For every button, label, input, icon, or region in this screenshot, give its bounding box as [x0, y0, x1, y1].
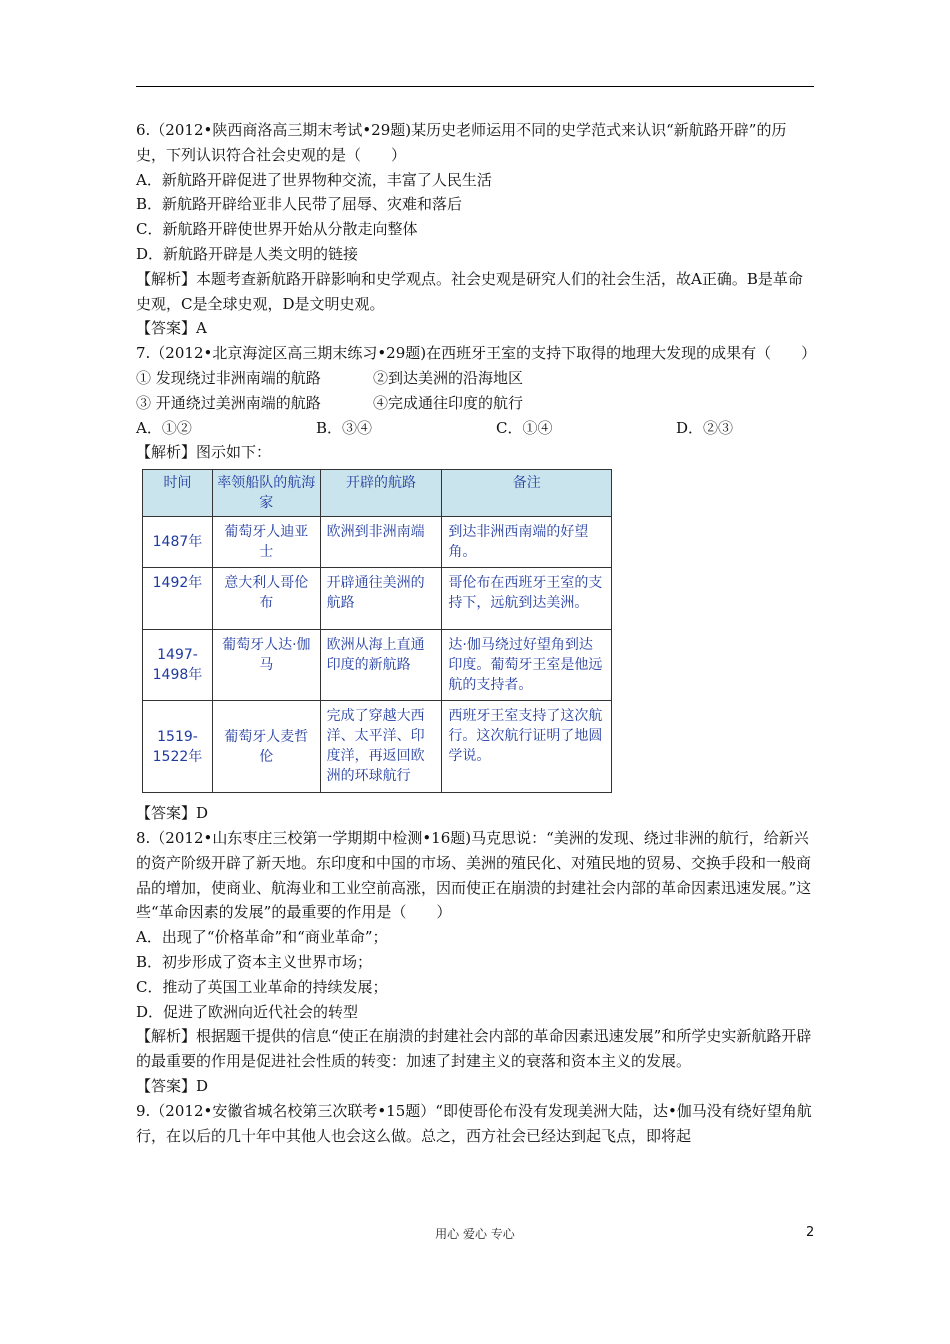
cell-time: 1497-1498年: [143, 630, 213, 701]
table-header-row: [143, 470, 612, 517]
q7-answer: 【答案】D: [136, 804, 209, 823]
q7-item-1: ① 发现绕过非洲南端的航路: [136, 368, 321, 387]
table-row: [143, 517, 612, 568]
page-footer: 用心 爱心 专心: [435, 1227, 515, 1241]
cell-route: 完成了穿越大西洋、太平洋、印度洋，再返回欧洲的环球航行: [320, 701, 442, 793]
q8-option-b: B．初步形成了资本主义世界市场；: [136, 952, 373, 971]
cell-navigator: 葡萄牙人麦哲伦: [212, 701, 320, 793]
q7-option-d: D．②③: [676, 418, 734, 437]
table-row: [143, 630, 612, 701]
q6-option-a: A．新航路开辟促进了世界物种交流，丰富了人民生活: [136, 170, 492, 189]
header-rule: [136, 86, 814, 87]
table-header-note: 备注: [442, 470, 612, 517]
cell-time: 1487年: [143, 517, 213, 568]
route-table-figure: [142, 469, 612, 793]
q8-answer: 【答案】D: [136, 1076, 209, 1095]
q6-option-c: C．新航路开辟使世界开始从分散走向整体: [136, 220, 418, 239]
cell-note: 到达非洲西南端的好望角。: [442, 517, 612, 568]
q7-item-4: ④完成通往印度的航行: [373, 393, 524, 412]
cell-time: 1492年: [143, 568, 213, 630]
q7-item-3: ③ 开通绕过美洲南端的航路: [136, 393, 321, 412]
q7-stem: 7.（2012•北京海淀区高三期末练习•29题)在西班牙王室的支持下取得的地理大发现的成果有（ ）: [136, 344, 817, 363]
table-header-navigator: 率领船队的航海家: [212, 470, 320, 517]
q9-stem: 9.（2012•安徽省城名校第三次联考•15题）“即使哥伦布没有发现美洲大陆，达•伽马没有绕好望角航行，在以后的几十年中其他人也会这么做。总之，西方社会已经达到起飞点，即将起: [136, 1101, 812, 1145]
cell-note: 哥伦布在西班牙王室的支持下，远航到达美洲。: [442, 568, 612, 630]
table-header-time: 时间: [143, 470, 213, 517]
cell-route: 开辟通往美洲的航路: [320, 568, 442, 630]
table-row: [143, 701, 612, 793]
q7-options: [136, 416, 816, 441]
q8-option-c: C．推动了英国工业革命的持续发展；: [136, 977, 388, 996]
q6-analysis: 【解析】本题考查新航路开辟影响和史学观点。社会史观是研究人们的社会生活，故A正确。B是革命史观，C是全球史观，D是文明史观。: [136, 269, 803, 313]
q7-items-row-1: [136, 366, 816, 391]
route-table: [142, 469, 612, 793]
q6-option-b: B．新航路开辟给亚非人民带了屈辱、灾难和落后: [136, 195, 463, 214]
q7-option-a: A．①②: [136, 418, 192, 437]
cell-note: 西班牙王室支持了这次航行。这次航行证明了地圆学说。: [442, 701, 612, 793]
cell-route: 欧洲从海上直通印度的新航路: [320, 630, 442, 701]
cell-navigator: 葡萄牙人达·伽马: [212, 630, 320, 701]
table-row: [143, 568, 612, 630]
q7-analysis: 【解析】图示如下：: [136, 443, 272, 462]
page-number: 2: [806, 1225, 815, 1240]
cell-navigator: 葡萄牙人迪亚士: [212, 517, 320, 568]
q8-option-a: A．出现了“价格革命”和“商业革命”；: [136, 928, 388, 947]
table-header-route: 开辟的航路: [320, 470, 442, 517]
q8-analysis: 【解析】根据题干提供的信息“使正在崩溃的封建社会内部的革命因素迅速发展”和所学史实新航路开辟的最重要的作用是促进社会性质的转变：加速了封建主义的衰落和资本主义的发展。: [136, 1027, 812, 1071]
q6-answer: 【答案】A: [136, 319, 207, 338]
document-body: [136, 118, 816, 1148]
cell-route: 欧洲到非洲南端: [320, 517, 442, 568]
q8-option-d: D．促进了欧洲向近代社会的转型: [136, 1002, 359, 1021]
q6-option-d: D．新航路开辟是人类文明的链接: [136, 244, 359, 263]
cell-time: 1519-1522年: [143, 701, 213, 793]
q7-items-row-2: [136, 391, 816, 416]
q8-stem: 8.（2012•山东枣庄三校第一学期期中检测•16题)马克思说：“美洲的发现、绕过非洲的航行，给新兴的资产阶级开辟了新天地。东印度和中国的市场、美洲的殖民化、对殖民地的贸易、交换手段和一般商品的增加，使商业、航海业和工业空前高涨，因而使正在崩溃的封建社会内部的革命因素迅速发展。”这些“革命因素的发展”的最重要的作用是（ ）: [136, 828, 812, 922]
q7-item-2: ②到达美洲的沿海地区: [373, 368, 524, 387]
cell-navigator: 意大利人哥伦布: [212, 568, 320, 630]
cell-note: 达·伽马绕过好望角到达印度。葡萄牙王室是他远航的支持者。: [442, 630, 612, 701]
q7-option-c: C．①④: [496, 418, 553, 437]
q6-stem: 6.（2012•陕西商洛高三期末考试•29题)某历史老师运用不同的史学范式来认识“新航路开辟”的历史，下列认识符合社会史观的是（ ）: [136, 121, 787, 164]
q7-option-b: B．③④: [316, 418, 373, 437]
